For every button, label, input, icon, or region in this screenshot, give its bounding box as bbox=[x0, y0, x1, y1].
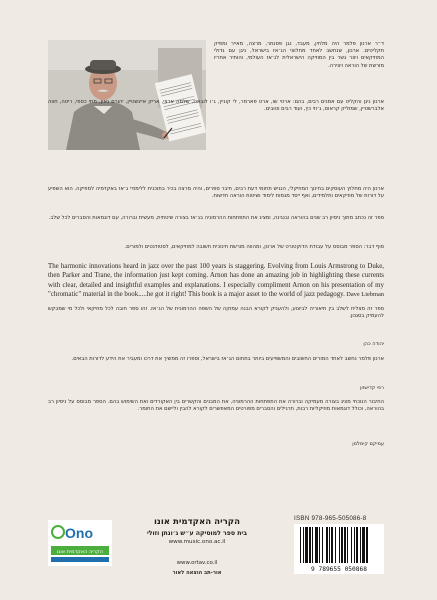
distributor-url: www.ortav.co.il bbox=[176, 560, 218, 566]
barcode bbox=[294, 524, 384, 574]
endorsement-quote-3: ארנון פלמר נחשב לאחד המורים החשובים והמשפיעים ביותר בתחום הג׳אז בישראל, וספרו זה ממשיך את דרכו ומעביר את הידע לדורות הבאים. bbox=[71, 356, 384, 362]
book-origin-paragraph: סוף דבר: הספר מבוסס על עבודת הדוקטורט של ארנון, ומהווה מורשת חינוכית חשובה למוזיקאים, לסטודנטים ולמורים. bbox=[124, 244, 384, 250]
book-description-paragraph: ספר זה נכתב מתוך ניסיון רב שנים בהוראה ובנגינה, ומציג את התפתחות ההרמוניה בג׳אז בצורה שיטתית, מעשית וברורה, עם דוגמאות והסברים לכל שלב. bbox=[48, 215, 384, 221]
barcode-bar bbox=[347, 527, 348, 563]
barcode-bar bbox=[305, 527, 308, 563]
barcode-bar bbox=[362, 527, 365, 563]
barcode-bar bbox=[366, 527, 368, 563]
barcode-bar bbox=[354, 527, 355, 563]
barcode-bar bbox=[351, 527, 352, 563]
barcode-bars bbox=[294, 524, 384, 566]
barcode-bar bbox=[322, 527, 323, 563]
barcode-bar bbox=[329, 527, 330, 563]
barcode-bar bbox=[315, 527, 318, 563]
logo-subtitle: הקריה האקדמית אונו bbox=[57, 549, 103, 555]
author-education-paragraph: ארנון היה מחלוץ העוסקים בחינוך המוזיקלי, הנגיש תחומי דעת רבים, חיבר ספרים, והיה מרצה בכיר בתוכנית ללימודי ג׳אז באקדמיה למוזיקה. הוא השפיע על דורות של מוזיקאים ותלמידים, ואף ייסד מגמות לימוד ושיטות הוראה חדשות. bbox=[48, 186, 384, 200]
author-collaborators: ארנון ניגן והקליט עם אמנים רבים, בהם: ארטי שו, ארט פארמר, לי קוניץ, ג׳ו לובאנו, שלמה ארצי, אריק איינשטיין, יהורם גאון, מתי כספי, ריטה, חווה אלברשטיין, שמוליק קראוס, ג׳וזי כץ, ועוד רבים וטובים. bbox=[48, 99, 384, 113]
barcode-bar bbox=[309, 527, 311, 563]
endorsement-quote-4: החיבור הנוכחי מציג בצורה מעמיקה וברורה את התפתחות ההרמוניה, את המבנים והקשרים בין האקורדים ואת השימוש בהם. הספר מבוסס על ניסיון רב בהוראה, וכולל דוגמאות מוזיקליות רבות, תרגילים והסברים מפורטים המאפשרים לקורא להבין וליישם את החומר. bbox=[48, 399, 384, 413]
english-endorsement: The harmonic innovations heard in jazz over the past 100 years is staggering. Evolving from Louis Armstrong to Duke, then Parker and Trane, the information just kept coming. Arnon has done an amazing job in highlighting these currents with clear, detailed and insightful examples and explanations. I especially compliment Arnon on his presentation of my "chromatic" material in the book.....he got it right! This book is a major asset to the world of jazz pedagogy. bbox=[48, 263, 384, 298]
english-endorsement-signer: Dave Liebman bbox=[346, 291, 384, 298]
barcode-bar bbox=[331, 527, 333, 563]
music-school-name: בית ספר למוסיקה ע״ש ג׳ונתן וזולי bbox=[146, 530, 248, 537]
barcode-bar bbox=[360, 527, 361, 563]
publisher-name: הקריה האקדמית אונו bbox=[153, 517, 241, 527]
endorsement-quote-2: ספר זה מצליח לשלב בין תיאוריה לביצוע, ולהעניק לקורא הבנה עמוקה של השפה ההרמונית של הג׳אז. זהו ספר חובה לכל מוזיקאי ולכל מי שמבקש להעמיק בסגנון. bbox=[48, 306, 384, 320]
barcode-bar bbox=[344, 527, 346, 563]
author-photo bbox=[48, 40, 206, 150]
isbn-area bbox=[294, 515, 384, 574]
barcode-bar bbox=[312, 527, 313, 563]
barcode-bar bbox=[341, 527, 343, 563]
endorsement-signer-3: רפי קדישזון bbox=[359, 385, 384, 391]
barcode-bar bbox=[356, 527, 358, 563]
isbn-number: ISBN 978-965-505086-8 bbox=[294, 515, 367, 522]
barcode-bar bbox=[335, 527, 336, 563]
barcode-digits: 9 789655 050868 bbox=[294, 566, 384, 573]
publisher-block bbox=[132, 517, 262, 545]
publisher-url: www.music.ono.ac.il bbox=[168, 539, 226, 545]
logo-wordmark: Ono bbox=[65, 525, 93, 541]
barcode-bar bbox=[300, 527, 301, 563]
author-bio-intro: ד״ר ארנון פלמר היה מלחין, מעבד, נגן פסנתר, מרצה, מאייר ומפיק תקליטים. ארנון, שנחשב לאחד מחלוצי הג׳אז בישראל, ניגן עם גדולי המוזיקאים ויצר גשר בין המוזיקה הישראלית לג׳אז העולמי, והותיר אחריו מורשת של הוראה ויצירה. bbox=[214, 41, 384, 69]
distributor-name: אור-תב הוצאה לאור bbox=[172, 570, 222, 576]
barcode-bar bbox=[339, 527, 340, 563]
endorsement-signer-2: יהודה כהן bbox=[363, 341, 384, 347]
barcode-bar bbox=[319, 527, 320, 563]
ono-college-logo bbox=[48, 520, 112, 566]
barcode-bar bbox=[303, 527, 304, 563]
barcode-bar bbox=[326, 527, 328, 563]
endorsement-signer-4: עמיקם קימלמן bbox=[352, 441, 384, 447]
